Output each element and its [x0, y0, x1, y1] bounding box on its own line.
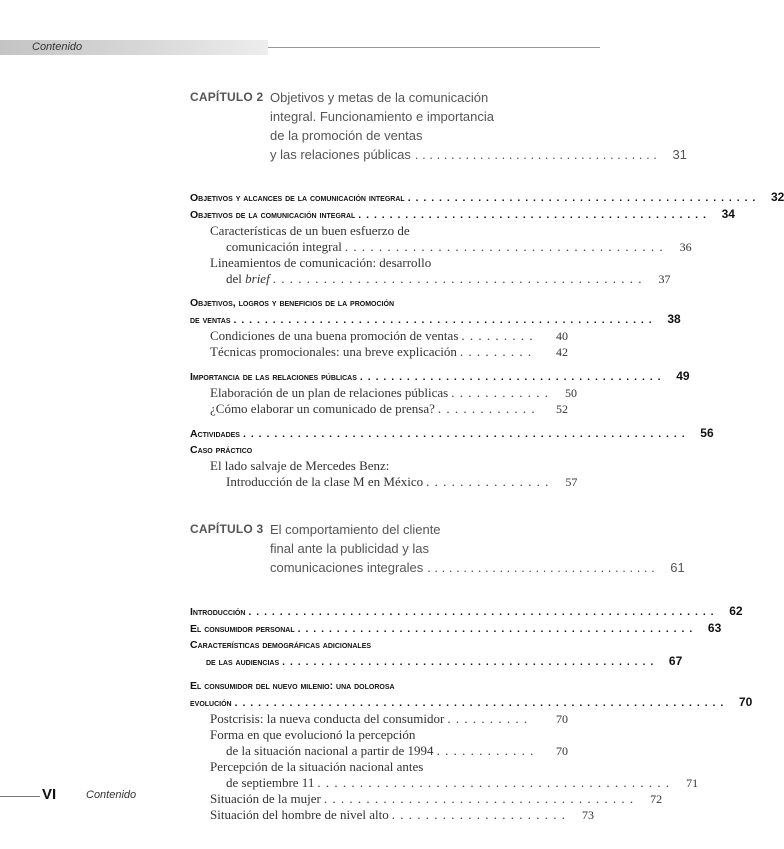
leader-dots: . . . . . . . . . . . . . . . . . . . . . . . . . . . . . . . . . . . . . . . . . .: [317, 775, 671, 790]
page-number: 36: [679, 240, 692, 254]
page-number: 73: [581, 808, 594, 822]
leader-dots: . . . . . . . . . . . .: [451, 385, 549, 400]
toc-subsection-continued: del brief . . . . . . . . . . . . . . . . . . . . . . . . . . . . . . . . . . . . . . . . . . . . 37: [226, 271, 671, 286]
chapter-label: CAPÍTULO 3: [190, 522, 264, 536]
toc-section: Actividades . . . . . . . . . . . . . . . . . . . . . . . . . . . . . . . . . . . . . . . . . . . . . . . . . . . . . . . . . 56: [190, 426, 714, 440]
toc-subsection: Lineamientos de comunicación: desarrollo: [210, 255, 432, 270]
toc-subsection: Situación de la mujer . . . . . . . . . . . . . . . . . . . . . . . . . . . . . . . . . . . . . 72: [210, 791, 663, 806]
page-number: 57: [565, 475, 578, 489]
table-of-contents: [190, 88, 784, 823]
leader-dots: . . . . . . . . . . . . . . . . . . . . . . . . . . . . . . . . . . . . . . . . . . . . .: [407, 192, 757, 204]
toc-section: El consumidor del nuevo milenio: una dolorosa: [190, 680, 395, 692]
page-number: 34: [721, 207, 735, 221]
leader-dots: . . . . . . . . . . . . . . . . . . . . . . . . . . . . . . . . . . . . . . .: [359, 371, 662, 383]
leader-dots: . . . . . . . . . . . . . . . . . . . . . . . . . . . . . . . . . . . . . . . . . . . . . . . . . . . . . . . . . . . . . . .: [234, 697, 725, 709]
toc-subsection: Condiciones de una buena promoción de ventas . . . . . . . . . 40: [210, 328, 568, 343]
toc-section: Objetivos y alcances de la comunicación integral . . . . . . . . . . . . . . . . . . . . . . . . . . . . . . . . . . . . . . . . . . . . . 32: [190, 190, 784, 204]
page-number: 56: [700, 426, 714, 440]
toc-section: Características demográficas adicionales: [190, 639, 372, 651]
chapter-title-line: final ante la publicidad y las: [270, 541, 429, 556]
leader-dots: . . . . . . . . . .: [447, 711, 529, 726]
chapter-title: [270, 88, 687, 164]
leader-dots: . . . . . . . . . . . . . . . . . . . . . . . . . . . . . . . . . . . . . . . . . . . . . . . . . . .: [297, 623, 694, 635]
leader-dots: . . . . . . . . . . . . . . .: [426, 474, 550, 489]
toc-subsection: Técnicas promocionales: una breve explicación . . . . . . . . . 42: [210, 344, 568, 359]
chapter-title-line: comunicaciones integrales: [270, 560, 424, 575]
toc-subsection: ¿Cómo elaborar un comunicado de prensa? . . . . . . . . . . . . 52: [210, 401, 568, 416]
leader-dots: . . . . . . . . . . . . . . . . . . . . . . . . . . . . . . . .: [427, 560, 655, 575]
page-number: 49: [676, 369, 690, 383]
toc-subsection-continued: Introducción de la clase M en México . . . . . . . . . . . . . . . 57: [226, 474, 578, 489]
footer-page-number: VI: [42, 786, 57, 803]
page-number: 38: [667, 312, 681, 326]
toc-section-continued: de las audiencias . . . . . . . . . . . . . . . . . . . . . . . . . . . . . . . . . . . . . . . . . . . . . . . . 67: [206, 654, 683, 668]
chapter-title-line: Objetivos y metas de la comunicación: [270, 90, 489, 105]
page-number: 70: [556, 744, 568, 758]
leader-dots: . . . . . . . . .: [459, 344, 533, 359]
toc-section: Introducción . . . . . . . . . . . . . . . . . . . . . . . . . . . . . . . . . . . . . . . . . . . . . . . . . . . . . . . . . . . . 62: [190, 604, 743, 618]
toc-section: Objetivos, logros y beneficios de la promoción: [190, 297, 394, 309]
leader-dots: . . . . . . . . . . . . . . . . . . . . . . . . . . . . . . . . . . . . . .: [344, 239, 664, 254]
page-number: 31: [672, 147, 687, 162]
leader-dots: . . . . . . . . . . . . . . . . . . . . . . . . . . . . . . . . . . . . . . . . . . . . . . . . . . . . . . . . . . . .: [248, 606, 715, 618]
toc-section: El consumidor personal . . . . . . . . . . . . . . . . . . . . . . . . . . . . . . . . . . . . . . . . . . . . . . . . . . . 63: [190, 621, 722, 635]
footer-label: Contenido: [86, 789, 137, 801]
toc-section: Caso práctico: [190, 444, 253, 456]
chapter-2-heading: [190, 88, 687, 164]
leader-dots: . . . . . . . . . . . . . . . . . . . . . . . . . . . . . . . . . . . . . . . . . . . . . . . . . . . . . . . . .: [242, 428, 686, 440]
leader-dots: . . . . . . . . . . . . . . . . . . . . . . . . . . . . . . . . . .: [414, 147, 657, 162]
toc-subsection: Postcrisis: la nueva conducta del consumidor . . . . . . . . . . 70: [210, 711, 568, 726]
toc-subsection: El lado salvaje de Mercedes Benz:: [210, 458, 390, 473]
toc-subsection: Forma en que evolucionó la percepción: [210, 727, 416, 742]
leader-dots: . . . . . . . . . . . . . . . . . . . . . . . . . . . . . . . . . . . . . . . . . . . .: [272, 271, 643, 286]
page-number: 32: [770, 190, 784, 204]
chapter-title-line: El comportamiento del cliente: [270, 522, 441, 537]
toc-subsection: Elaboración de un plan de relaciones públicas . . . . . . . . . . . . 50: [210, 385, 577, 400]
chapter-3-entries: [190, 603, 753, 823]
page-number: 70: [738, 695, 753, 709]
running-header-label: Contenido: [32, 41, 83, 53]
page-number: 67: [668, 654, 683, 668]
leader-dots: . . . . . . . . .: [461, 328, 534, 343]
page-number: 62: [729, 604, 743, 618]
chapter-title: [270, 520, 685, 577]
toc-subsection-continued: comunicación integral . . . . . . . . . . . . . . . . . . . . . . . . . . . . . . . . . . . . . . 36: [226, 239, 692, 254]
leader-dots: . . . . . . . . . . . . . . . . . . . . . . . . . . . . . . . . . . . . . . . . . . . . .: [358, 209, 707, 221]
leader-dots: . . . . . . . . . . . . . . . . . . . . .: [391, 807, 566, 822]
page-number: 37: [658, 272, 671, 286]
toc-section: Objetivos de la comunicación integral . . . . . . . . . . . . . . . . . . . . . . . . . . . . . . . . . . . . . . . . . . . . . 34: [190, 207, 735, 221]
chapter-title-line: de la promoción de ventas: [270, 128, 423, 143]
chapter-title-line: integral. Funcionamiento e importancia: [270, 109, 495, 124]
running-header: [0, 40, 268, 55]
chapter-label: CAPÍTULO 2: [190, 90, 264, 104]
toc-section: Importancia de las relaciones públicas . . . . . . . . . . . . . . . . . . . . . . . . . . . . . . . . . . . . . . . 49: [190, 369, 690, 383]
page-number: 63: [707, 621, 722, 635]
header-rule: [268, 47, 600, 48]
chapter-2-entries: [190, 189, 784, 490]
toc-section-continued: de ventas . . . . . . . . . . . . . . . . . . . . . . . . . . . . . . . . . . . . . . . . . . . . . . . . . . . . . . 38: [190, 312, 681, 326]
leader-dots: . . . . . . . . . . . .: [437, 401, 536, 416]
chapter-3-heading: [190, 520, 685, 577]
chapter-title-line: y las relaciones públicas: [270, 147, 411, 162]
page-number: 42: [556, 345, 568, 359]
toc-subsection-continued: de la situación nacional a partir de 1994 . . . . . . . . . . . . 70: [226, 743, 568, 758]
page-number: 40: [556, 329, 568, 343]
leader-dots: . . . . . . . . . . . . . . . . . . . . . . . . . . . . . . . . . . . . . . . . . . . . . . . .: [282, 656, 655, 668]
page-number: 52: [556, 402, 568, 416]
toc-subsection: Situación del hombre de nivel alto . . . . . . . . . . . . . . . . . . . . . 73: [210, 807, 594, 822]
page-number: 61: [670, 560, 685, 575]
toc-subsection-continued: de septiembre 11 . . . . . . . . . . . . . . . . . . . . . . . . . . . . . . . . . . . . . . . . . . 71: [226, 775, 699, 790]
toc-section-continued: evolución . . . . . . . . . . . . . . . . . . . . . . . . . . . . . . . . . . . . . . . . . . . . . . . . . . . . . . . . . . . . . . . 70: [190, 695, 753, 709]
page-number: 72: [650, 792, 663, 806]
leader-dots: . . . . . . . . . . . . . . . . . . . . . . . . . . . . . . . . . . . . . . . . . . . . . . . . . . . . . .: [233, 314, 653, 326]
page-number: 50: [565, 386, 577, 400]
leader-dots: . . . . . . . . . . . . . . . . . . . . . . . . . . . . . . . . . . . . .: [323, 791, 635, 806]
page-number: 71: [686, 776, 699, 790]
page-number: 70: [556, 712, 568, 726]
footer-rule: [0, 796, 40, 797]
leader-dots: . . . . . . . . . . . .: [436, 743, 535, 758]
toc-subsection: Percepción de la situación nacional antes: [210, 759, 424, 774]
toc-subsection: Características de un buen esfuerzo de: [210, 223, 410, 238]
